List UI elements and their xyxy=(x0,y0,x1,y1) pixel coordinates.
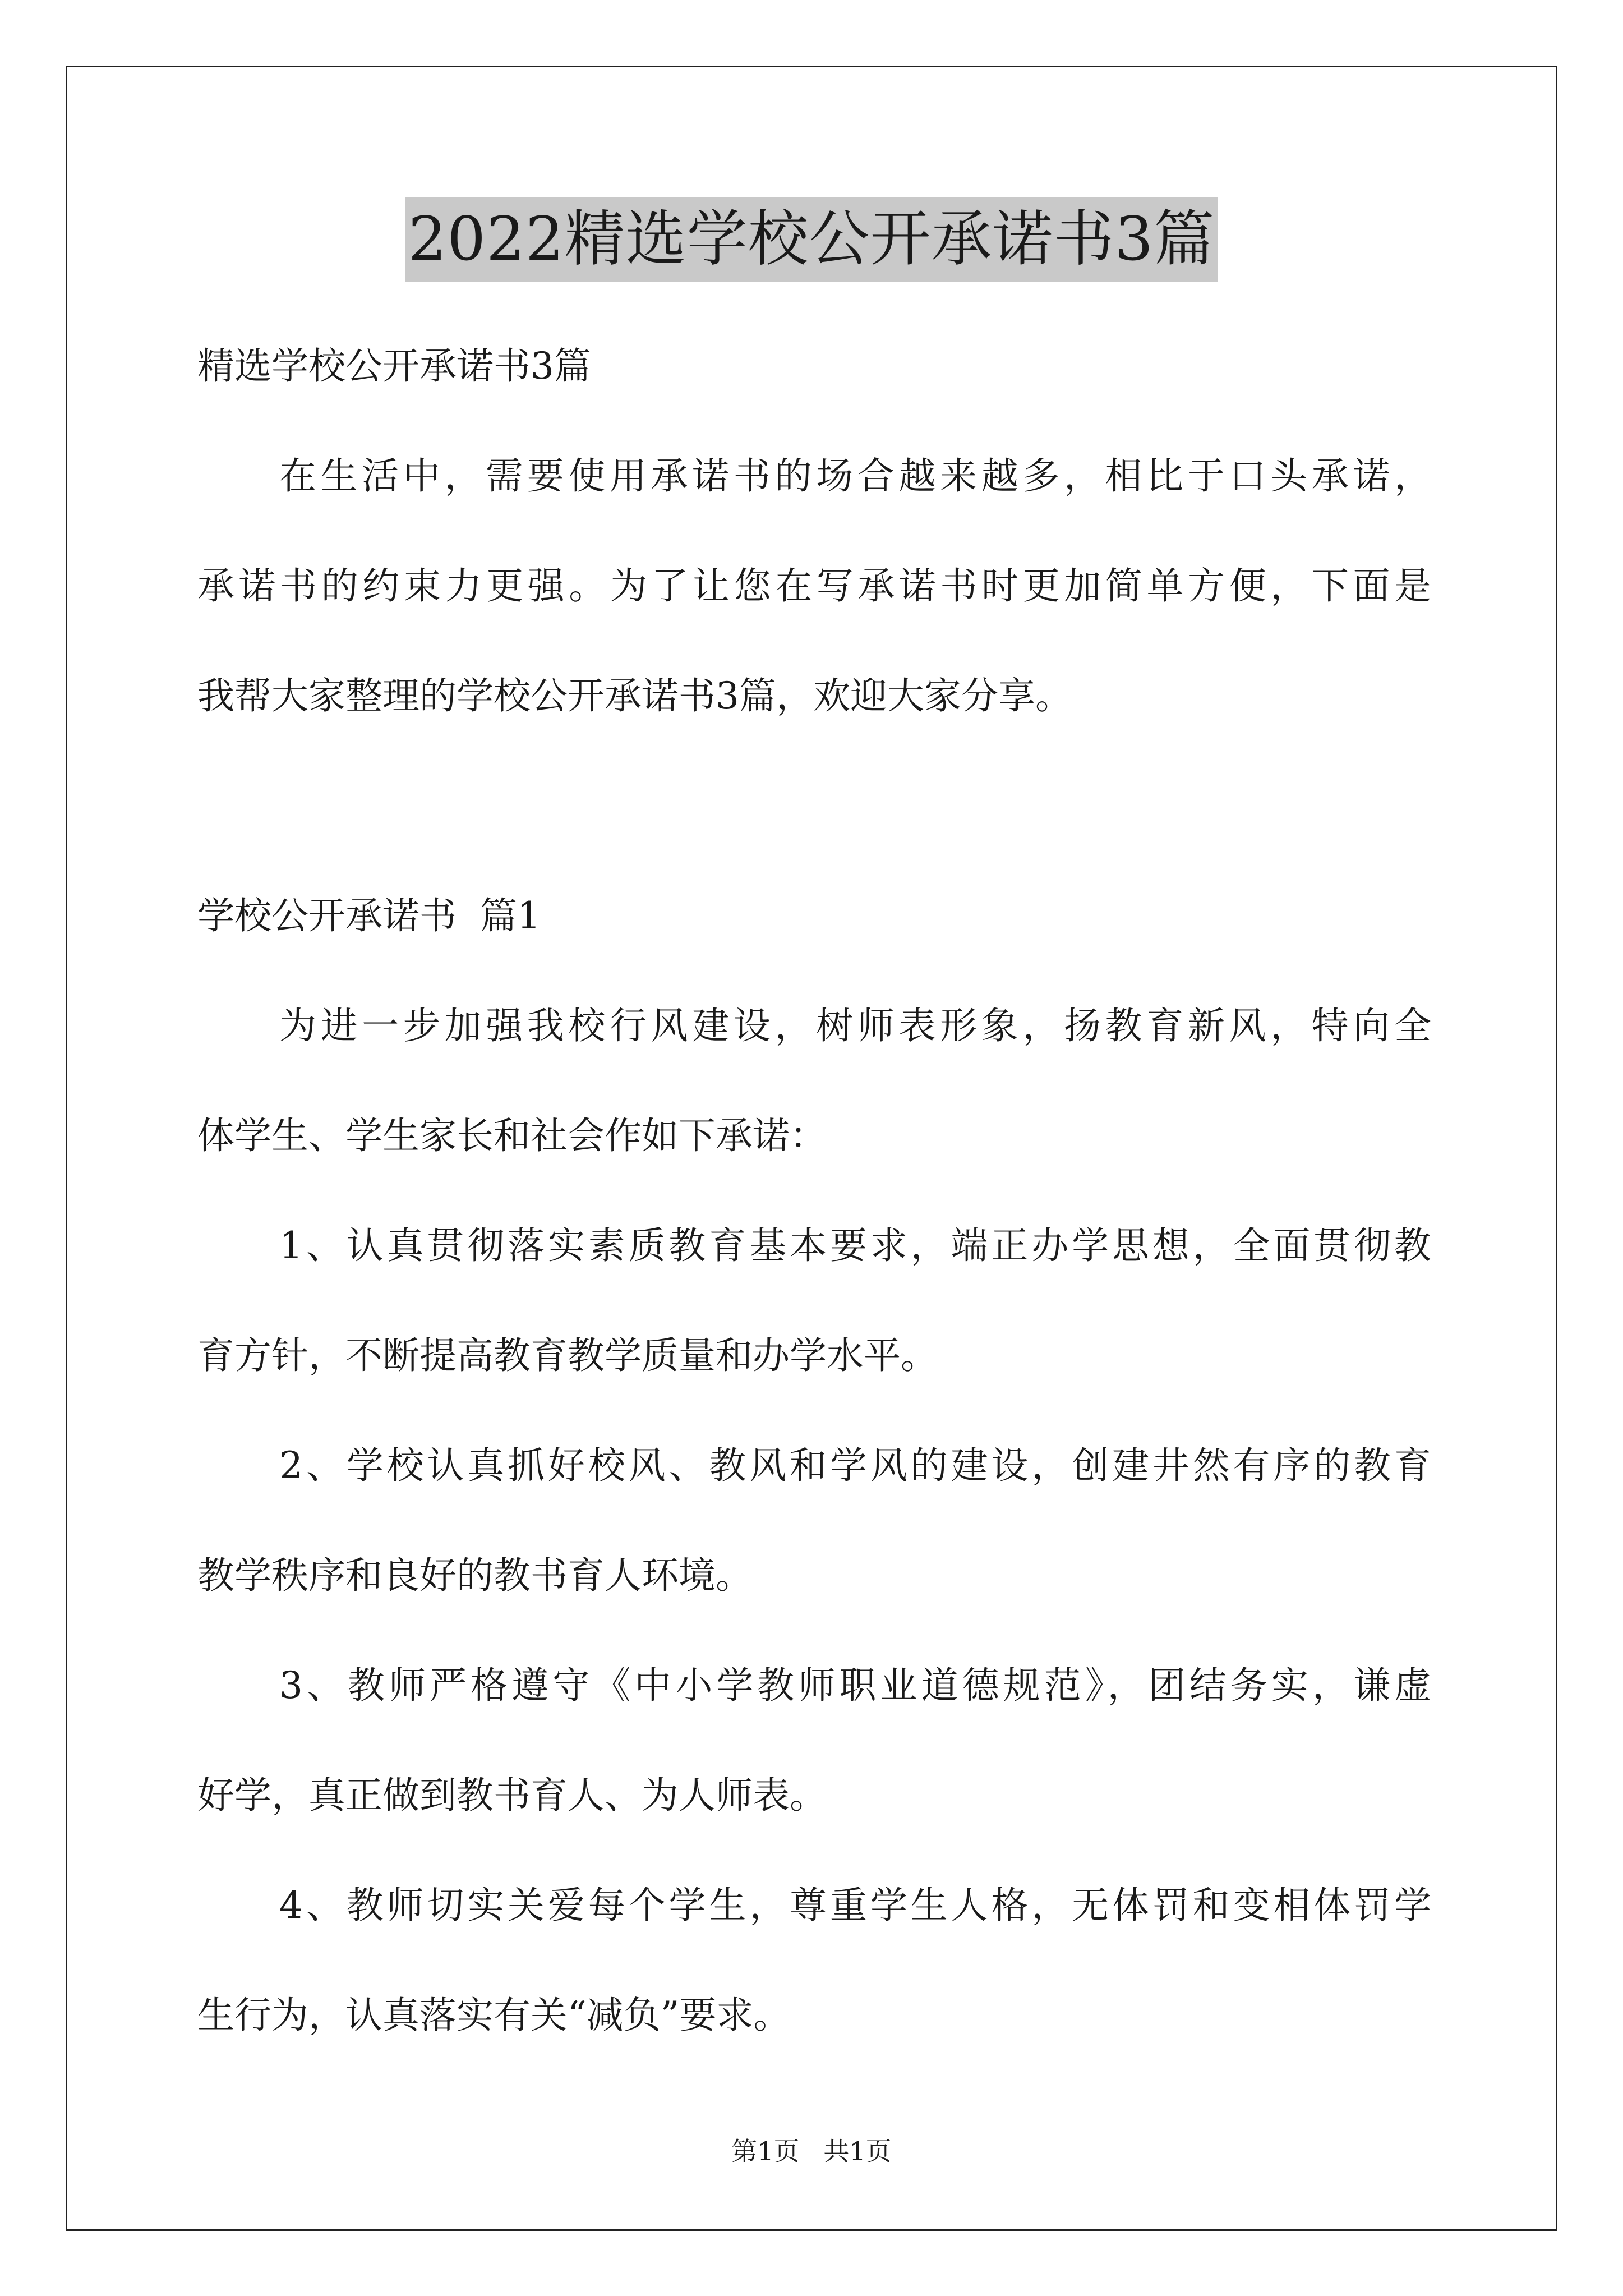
page-number-current: 第1页 xyxy=(731,2136,800,2166)
section-spacer xyxy=(197,751,1431,861)
body-line: 为进一步加强我校行风建设，树师表形象，扬教育新风，特向全 xyxy=(279,1004,1431,1047)
page-footer xyxy=(0,2132,1623,2171)
body-line: 2、学校认真抓好校风、教风和学风的建设，创建井然有序的教育 xyxy=(279,1444,1431,1487)
body-line: 4、教师切实关爱每个学生，尊重学生人格，无体罚和变相体罚学 xyxy=(279,1884,1431,1927)
body-line: 育方针，不断提高教育教学质量和办学水平。 xyxy=(197,1334,938,1377)
document-body xyxy=(197,311,1431,2070)
body-line: 教学秩序和良好的教书育人环境。 xyxy=(197,1554,753,1597)
intro-line: 承诺书的约束力更强。为了让您在写承诺书时更加简单方便，下面是 xyxy=(197,564,1431,608)
body-line: 生行为，认真落实有关“减负”要求。 xyxy=(197,1994,791,2037)
body-line: 好学，真正做到教书育人、为人师表。 xyxy=(197,1774,827,1817)
body-line: 1、认真贯彻落实素质教育基本要求，端正办学思想，全面贯彻教 xyxy=(279,1224,1431,1267)
document-title: 2022精选学校公开承诺书3篇 xyxy=(405,197,1219,282)
body-line: 体学生、学生家长和社会作如下承诺： xyxy=(197,1114,827,1157)
intro-line: 我帮大家整理的学校公开承诺书3篇，欢迎大家分享。 xyxy=(197,674,1072,717)
page-number-total: 共1页 xyxy=(823,2136,892,2166)
section-heading: 学校公开承诺书 篇1 xyxy=(197,894,541,937)
title-container xyxy=(0,197,1623,282)
body-line: 3、教师严格遵守《中小学教师职业道德规范》，团结务实，谦虚 xyxy=(279,1664,1431,1707)
document-subtitle: 精选学校公开承诺书3篇 xyxy=(197,344,591,388)
intro-line: 在生活中，需要使用承诺书的场合越来越多，相比于口头承诺， xyxy=(279,454,1431,498)
